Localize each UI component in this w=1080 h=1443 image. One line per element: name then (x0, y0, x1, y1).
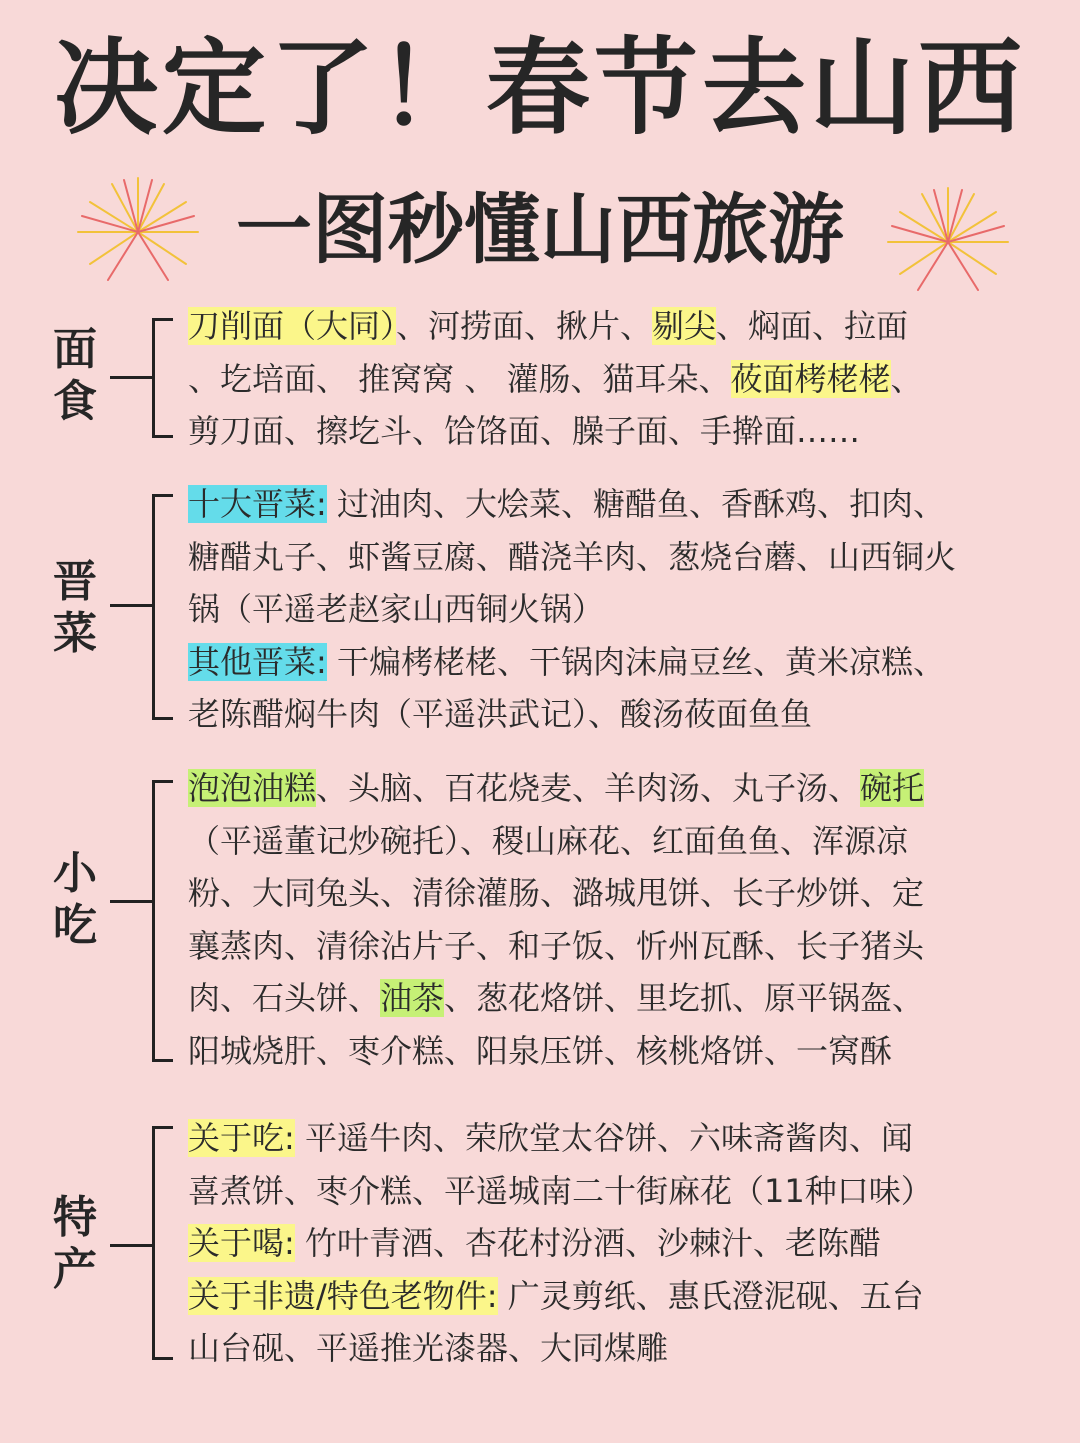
text-line (188, 353, 923, 406)
bracket (152, 318, 173, 438)
section-lines (188, 300, 923, 458)
section-label-char: 小 (53, 848, 97, 899)
line-text: 平遥牛肉、荣欣堂太谷饼、六味斋酱肉、闻 (294, 1119, 913, 1157)
text-line (188, 1270, 933, 1323)
text-line: 锅（平遥老赵家山西铜火锅） (188, 590, 605, 628)
text-line: （平遥董记炒碗托）、稷山麻花、红面鱼鱼、浑源凉 (188, 821, 909, 860)
text-line (188, 300, 923, 353)
section-label (50, 848, 100, 952)
bracket-stem (110, 1244, 154, 1247)
line-text: 肉、石头饼、 (188, 979, 381, 1017)
text-line (188, 636, 956, 689)
line-text: 、 (890, 359, 923, 398)
highlight: 剔尖 (652, 307, 717, 345)
bracket-stem (110, 604, 154, 607)
highlight: 关于非遗/特色老物件: (188, 1276, 498, 1315)
section-snacks (0, 762, 1080, 1080)
text-line: 襄蒸肉、清徐沾片子、和子饭、忻州瓦酥、长子猪头 (188, 926, 925, 965)
bracket (152, 1126, 173, 1360)
line-text: 、焖面、拉面 (716, 307, 909, 345)
section-label-char: 产 (53, 1244, 97, 1295)
section-label (50, 556, 100, 660)
text-line: 山台砚、平遥推光漆器、大同煤雕 (188, 1329, 669, 1367)
section-label-char: 菜 (53, 608, 97, 659)
bracket-stem (110, 900, 154, 903)
highlight: 关于吃: (188, 1119, 295, 1157)
highlight: 其他晋菜: (188, 642, 327, 681)
section-specialties (0, 1112, 1080, 1378)
section-label-char: 面 (53, 324, 97, 375)
line-text: 广灵剪纸、惠氏澄泥砚、五台 (497, 1276, 924, 1315)
section-label-char: 吃 (53, 900, 97, 951)
text-line (188, 762, 924, 815)
section-label (50, 324, 100, 428)
text-line (188, 478, 956, 531)
section-lines (188, 1112, 933, 1375)
line-text: 、河捞面、揪片、 (396, 307, 653, 345)
line-text: 干煸栲栳栳、干锅肉沫扁豆丝、黄米凉糕、 (326, 642, 945, 681)
section-label-char: 特 (53, 1192, 97, 1243)
text-line (188, 972, 924, 1025)
section-jin-cuisine (0, 478, 1080, 744)
line-text: 、葱花烙饼、里圪抓、原平锅盔、 (444, 979, 925, 1017)
bracket (152, 780, 173, 1062)
highlight: 泡泡油糕 (188, 769, 317, 807)
highlight: 油茶 (380, 979, 445, 1017)
text-line: 阳城烧肝、枣介糕、阳泉压饼、核桃烙饼、一窝酥 (188, 1031, 893, 1070)
page-subtitle: 一图秒懂山西旅游 (236, 185, 844, 274)
text-line (188, 1217, 933, 1270)
text-line: 喜煮饼、枣介糕、平遥城南二十街麻花（11种口味） (188, 1171, 933, 1210)
highlight: 莜面栲栳栳 (730, 359, 891, 398)
text-line: 老陈醋焖牛肉（平遥洪武记）、酸汤莜面鱼鱼 (188, 695, 813, 733)
highlight: 刀削面（大同） (188, 307, 397, 345)
section-lines (188, 478, 956, 741)
highlight: 碗托 (860, 769, 925, 807)
highlight: 十大晋菜: (188, 485, 327, 523)
section-label-char: 晋 (53, 556, 97, 607)
line-text: 竹叶青酒、杏花村汾酒、沙棘汁、老陈醋 (294, 1224, 881, 1262)
highlight: 关于喝: (188, 1224, 295, 1262)
bracket (152, 494, 173, 720)
text-line: 粉、大同兔头、清徐灌肠、潞城甩饼、长子炒饼、定 (188, 874, 925, 912)
bracket-stem (110, 376, 154, 379)
page-title: 决定了！春节去山西 (53, 27, 1026, 149)
text-line (188, 1112, 933, 1165)
line-text: 、头脑、百花烧麦、羊肉汤、丸子汤、 (316, 769, 861, 807)
section-label (50, 1192, 100, 1296)
text-line: 糖醋丸子、虾酱豆腐、醋浇羊肉、葱烧台蘑、山西铜火 (188, 537, 957, 576)
section-label-char: 食 (53, 376, 97, 427)
line-text: 过油肉、大烩菜、糖醋鱼、香酥鸡、扣肉、 (326, 485, 945, 523)
text-line: 剪刀面、擦圪斗、饸饹面、臊子面、手擀面…… (188, 412, 861, 450)
section-lines (188, 762, 924, 1077)
section-noodles (0, 300, 1080, 460)
line-text: 、圪培面、 推窝窝 、 灌肠、猫耳朵、 (188, 359, 731, 398)
